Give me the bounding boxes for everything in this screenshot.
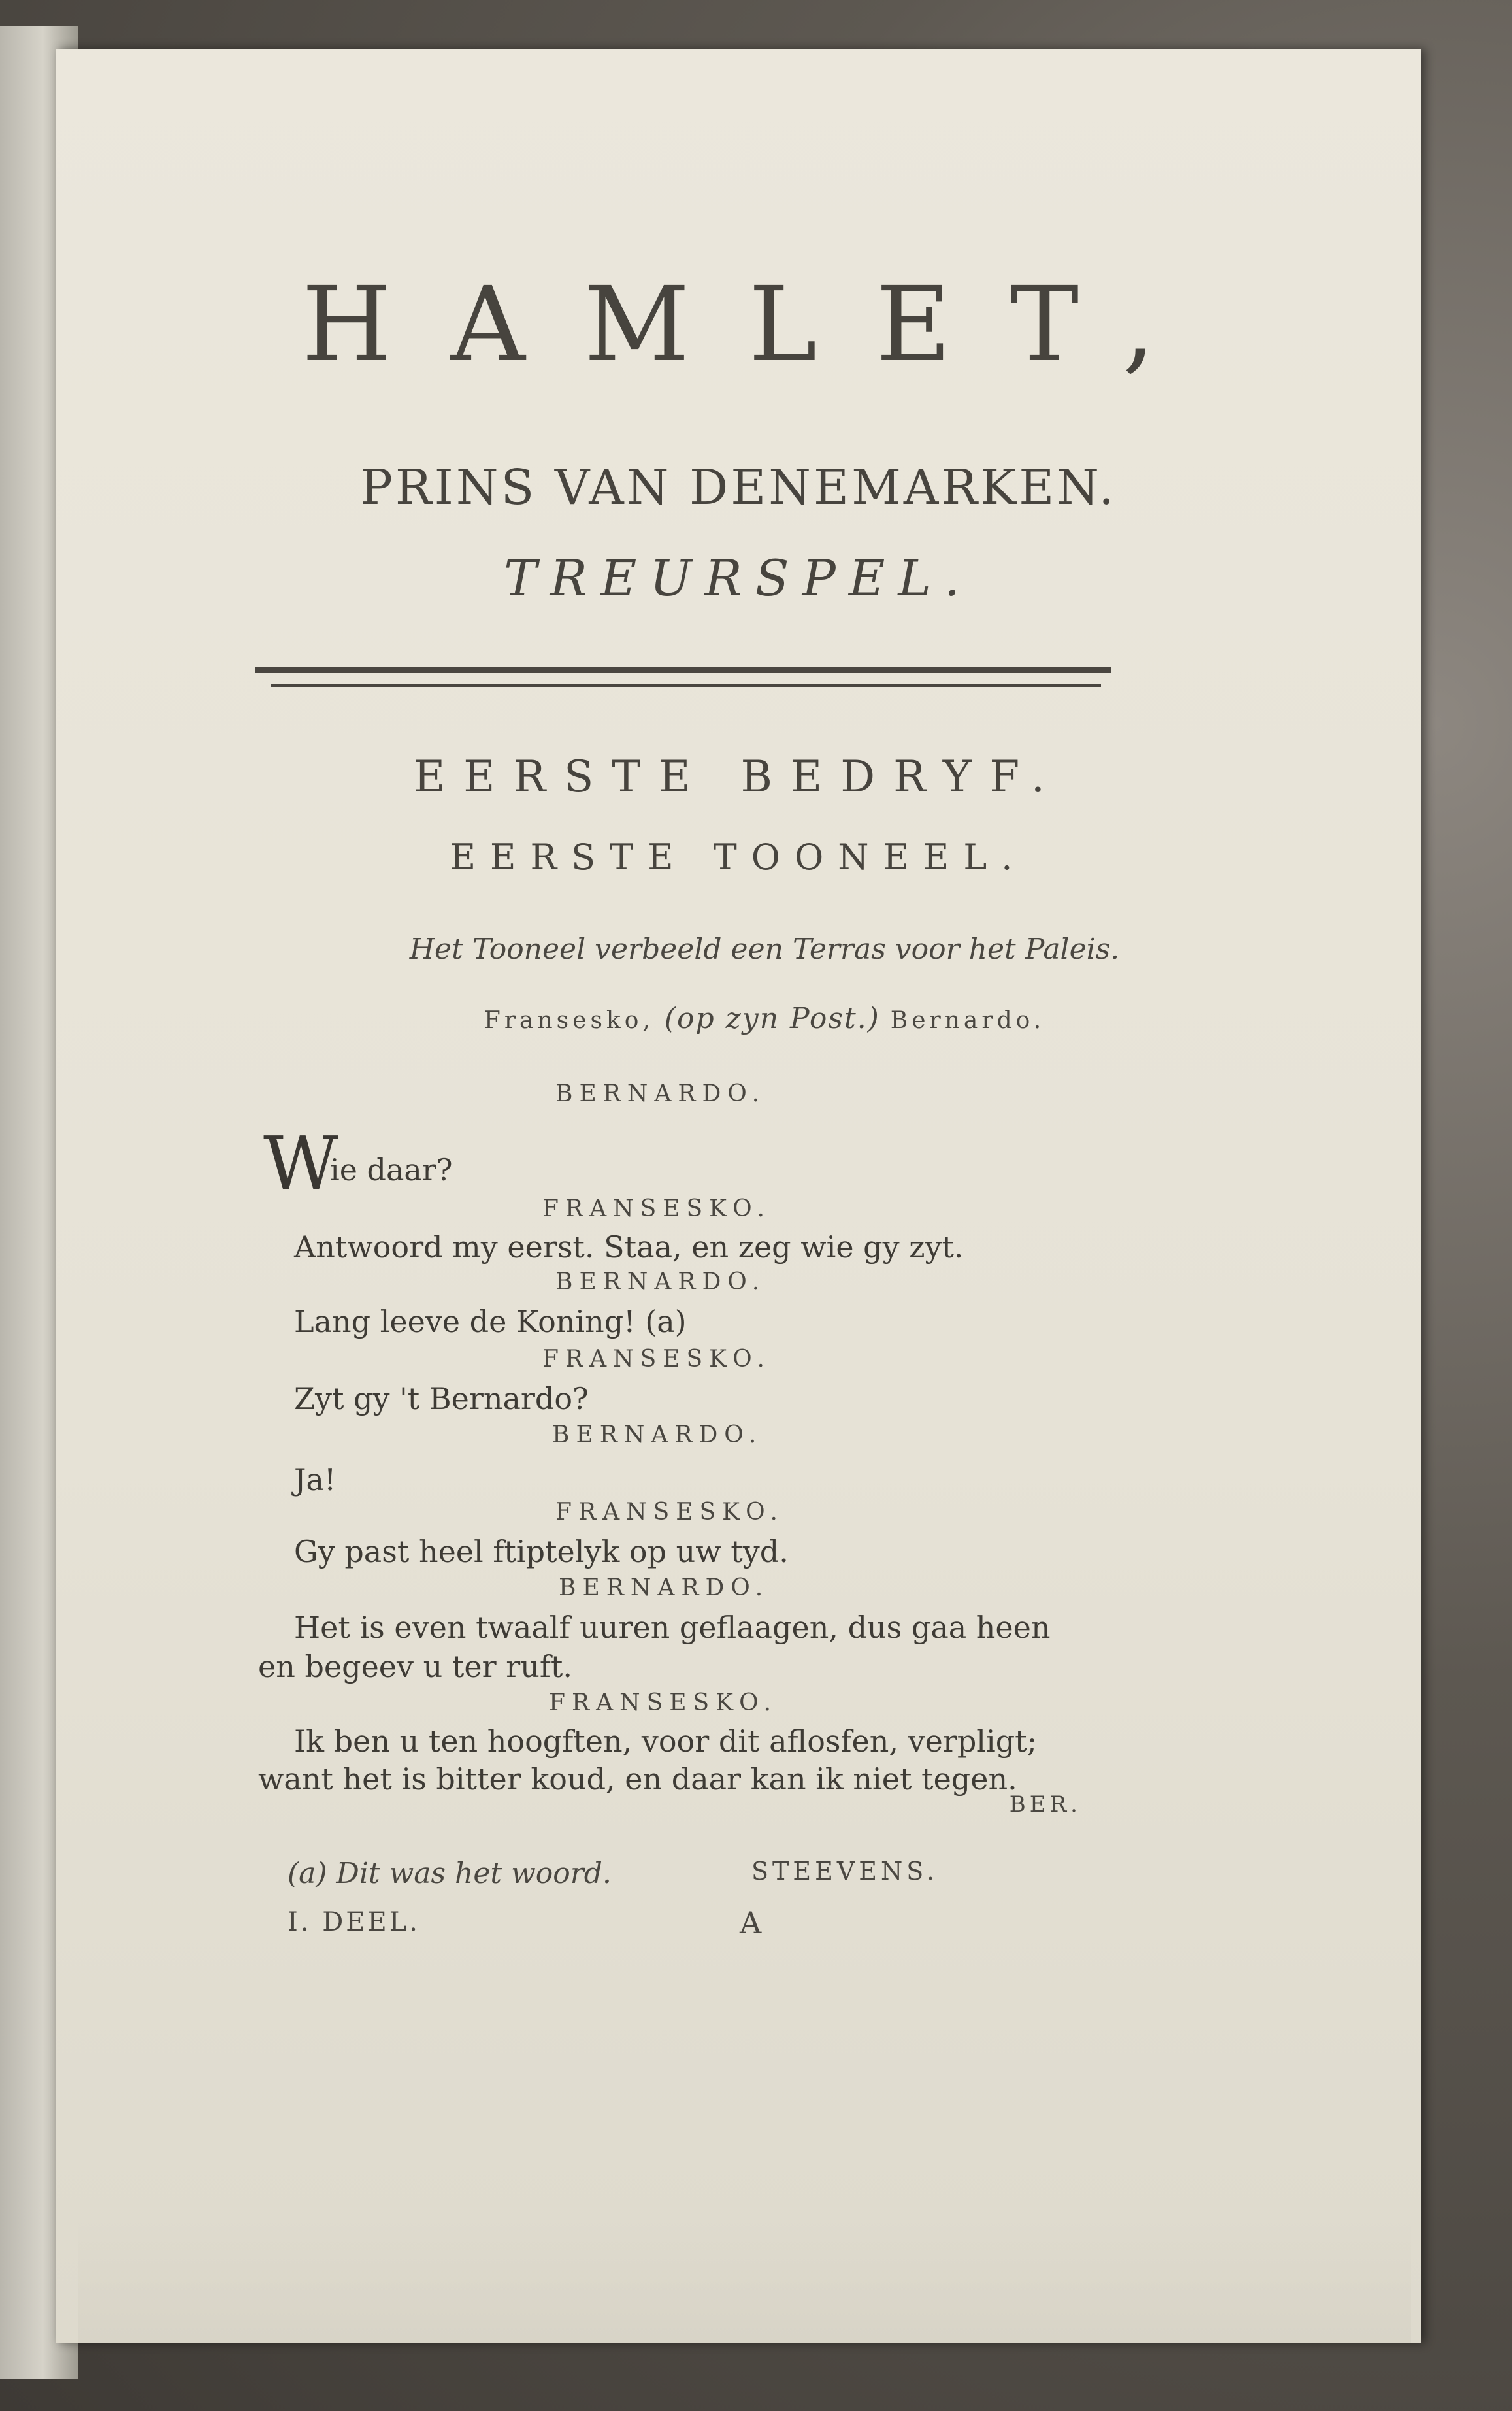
- dialogue-line: Ik ben u ten hoogften, voor dit aflosfen, verpligt;: [294, 1723, 1038, 1759]
- catchword: BER.: [1009, 1791, 1081, 1818]
- speaker-label: FRANSESKO.: [542, 1195, 771, 1222]
- book-page: [56, 49, 1421, 2343]
- footnote-author: STEEVENS.: [751, 1857, 939, 1886]
- scene-setting: Het Tooneel verbeeld een Terras voor het Paleis.: [409, 933, 1120, 966]
- title-rule-thick: [255, 667, 1111, 673]
- page-bottom-edge: [78, 2219, 1411, 2343]
- dialogue-line: want het is bitter koud, en daar kan ik niet tegen.: [258, 1761, 1017, 1797]
- dialogue-line: Het is even twaalf uuren geflaagen, dus gaa heen: [294, 1610, 1051, 1645]
- drop-cap: W: [263, 1122, 339, 1206]
- speaker-label: FRANSESKO.: [549, 1689, 778, 1716]
- person-note: (op zyn Post.): [664, 1002, 880, 1035]
- title-rule-thin: [271, 684, 1101, 687]
- footnote: (a) Dit was het woord.: [288, 1857, 612, 1890]
- act-heading: EERSTE BEDRYF.: [414, 752, 1063, 802]
- dialogue-line: Gy past heel ftiptelyk op uw tyd.: [294, 1534, 789, 1569]
- dialogue-line: Lang leeve de Koning! (a): [294, 1304, 687, 1339]
- speaker-label: BERNARDO.: [555, 1080, 766, 1107]
- speaker-label: BERNARDO.: [555, 1269, 766, 1295]
- persons-line: [82, 1002, 1447, 1035]
- speaker-label: FRANSESKO.: [542, 1346, 771, 1372]
- dialogue-line: Zyt gy 't Bernardo?: [294, 1381, 589, 1416]
- dialogue-line: en begeev u ter ruft.: [258, 1649, 572, 1684]
- dialogue-line: Ja!: [294, 1462, 337, 1497]
- speaker-label: BERNARDO.: [552, 1422, 763, 1448]
- person-bernardo: Bernardo.: [890, 1007, 1045, 1034]
- dialogue-line: ie daar?: [330, 1152, 453, 1188]
- dialogue-line: Antwoord my eerst. Staa, en zeg wie gy zyt.: [294, 1229, 964, 1265]
- speaker-label: BERNARDO.: [559, 1574, 770, 1601]
- volume-signature: I. DEEL.: [288, 1907, 420, 1937]
- scene-heading: EERSTE TOONEEL.: [450, 837, 1027, 878]
- play-subtitle: PRINS VAN DENEMARKEN.: [360, 459, 1117, 516]
- play-genre: TREURSPEL.: [504, 549, 973, 607]
- signature-mark: A: [740, 1905, 762, 1940]
- play-title: HAMLET,: [301, 265, 1215, 385]
- person-fransesko: Fransesko,: [484, 1007, 654, 1034]
- speaker-label: FRANSESKO.: [555, 1499, 784, 1525]
